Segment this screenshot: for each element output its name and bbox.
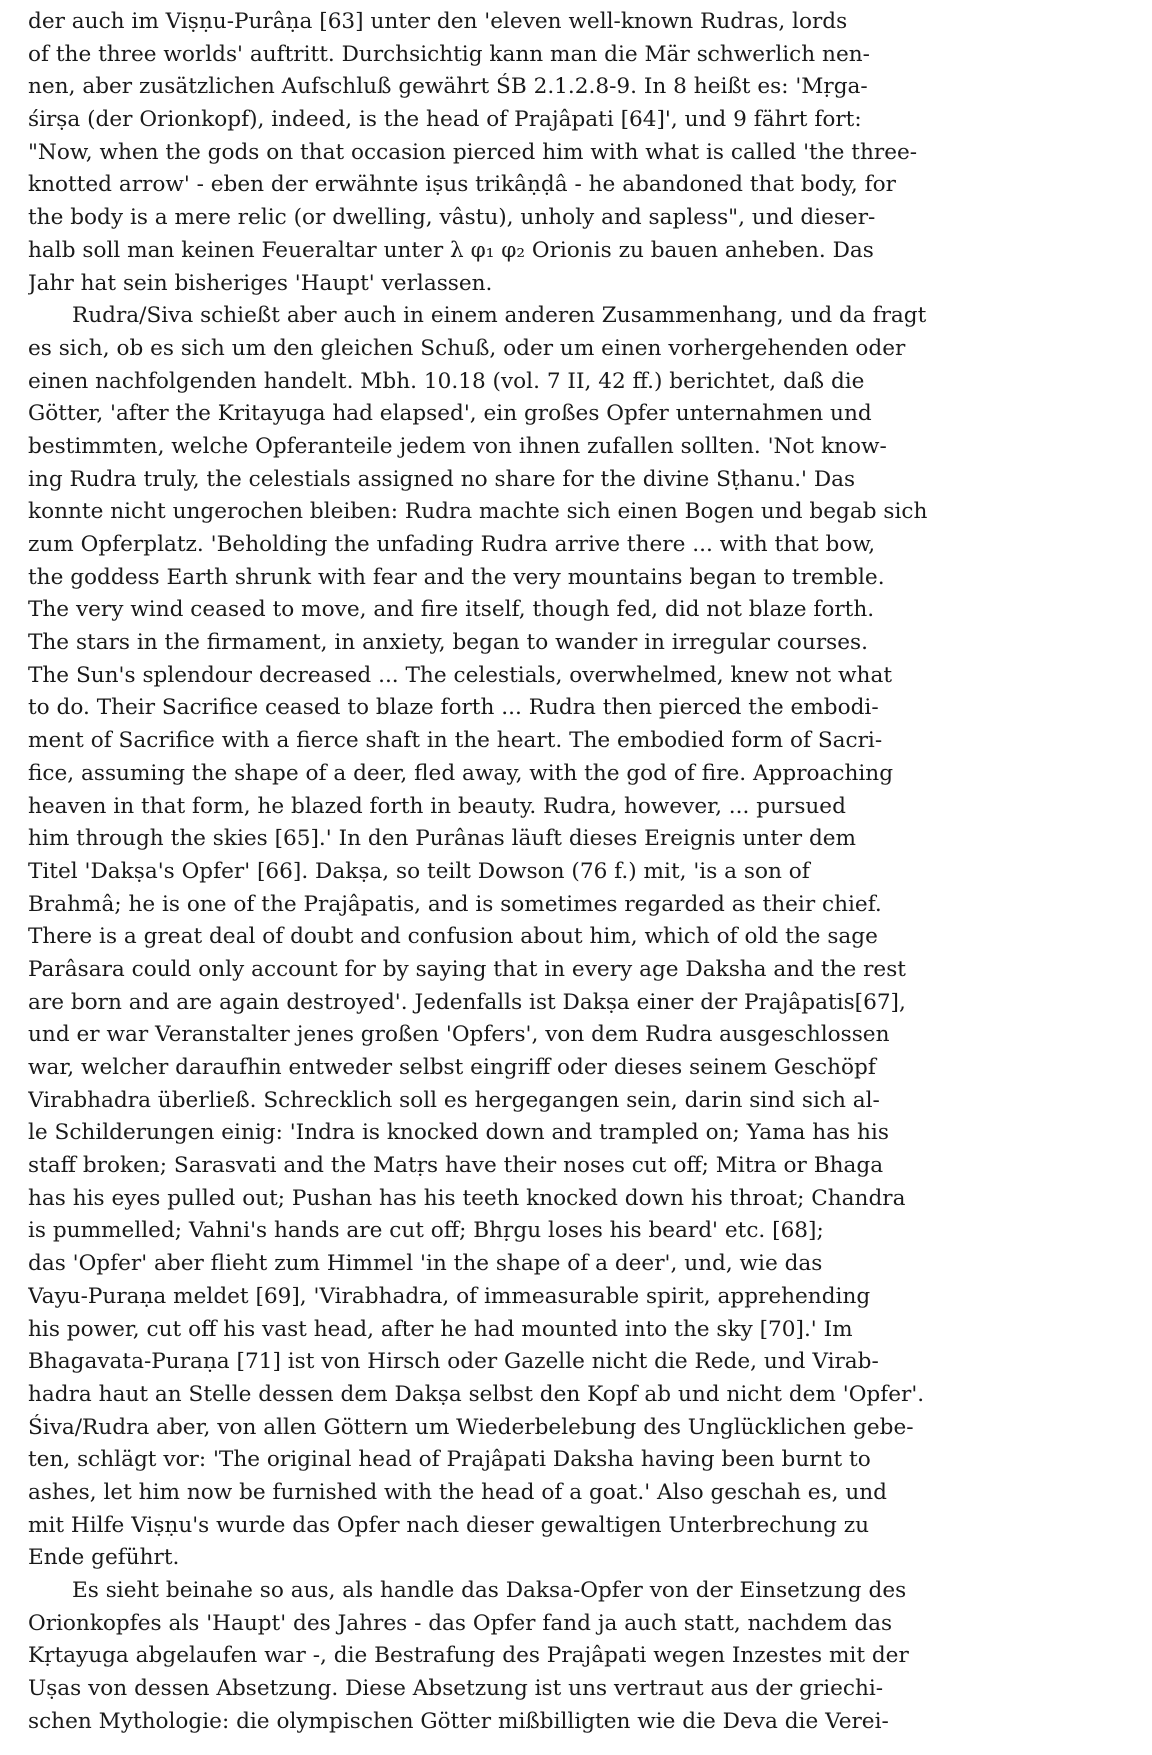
paragraph-3 [28, 1575, 1124, 1738]
text-line: to do. Their Sacrifice ceased to blaze forth ... Rudra then pierced the embodi- [28, 695, 879, 721]
text-line: The stars in the firmament, in anxiety, began to wander in irregular courses. [28, 630, 868, 656]
text-line: Jahr hat sein bisheriges 'Haupt' verlassen. [28, 270, 493, 296]
text-line: staff broken; Sarasvati and the Matṛs have their noses cut off; Mitra or Bhaga [28, 1153, 884, 1179]
text-line: Brahmâ; he is one of the Prajâpatis, and is sometimes regarded as their chief. [28, 891, 882, 917]
text-line: einen nachfolgenden handelt. Mbh. 10.18 (vol. 7 II, 42 ff.) berichtet, daß die [28, 368, 865, 394]
text-line: der auch im Viṣṇu-Purâṇa [63] unter den 'eleven well-known Rudras, lords [28, 9, 848, 34]
text-line: ment of Sacrifice with a fierce shaft in the heart. The embodied form of Sacri- [28, 728, 883, 754]
text-line: nen, aber zusätzlichen Aufschluß gewährt ŚB 2.1.2.8-9. In 8 heißt es: 'Mṛga- [28, 74, 868, 100]
text-line: Vayu-Puraṇa meldet [69], 'Virabhadra, of immeasurable spirit, apprehending [28, 1283, 871, 1309]
text-line: ashes, let him now be furnished with the head of a goat.' Also geschah es, und [28, 1479, 887, 1505]
text-line: konnte nicht ungerochen bleiben: Rudra machte sich einen Bogen und begab sich [28, 499, 928, 525]
text-line: Virabhadra überließ. Schrecklich soll es hergegangen sein, darin sind sich al- [28, 1087, 880, 1113]
text-line: Śiva/Rudra aber, von allen Göttern um Wiederbelebung des Unglücklichen gebe- [28, 1414, 914, 1440]
text-line: hadra haut an Stelle dessen dem Dakṣa selbst den Kopf ab und nicht dem 'Opfer'. [28, 1381, 925, 1407]
text-line: Es sieht beinahe so aus, als handle das Daksa-Opfer von der Einsetzung des [72, 1578, 907, 1603]
text-line: Parâsara could only account for by saying that in every age Daksha and the rest [28, 956, 906, 982]
text-line: schen Mythologie: die olympischen Götter mißbilligten wie die Deva die Verei- [28, 1708, 889, 1734]
text-line: fice, assuming the shape of a deer, fled away, with the god of fire. Approaching [28, 760, 894, 786]
text-line: of the three worlds' auftritt. Durchsichtig kann man die Mär schwerlich nen- [28, 41, 870, 67]
text-line: Titel 'Dakṣa's Opfer' [66]. Dakṣa, so teilt Dowson (76 f.) mit, 'is a son of [28, 858, 810, 884]
text-line: the body is a mere relic (or dwelling, vâstu), unholy and sapless", und dieser- [28, 205, 876, 231]
text-line: "Now, when the gods on that occasion pierced him with what is called 'the three- [28, 139, 918, 165]
text-line: Götter, 'after the Kritayuga had elapsed', ein großes Opfer unternahmen und [28, 401, 872, 427]
paragraph-1 [28, 6, 1124, 300]
text-line: the goddess Earth shrunk with fear and the very mountains began to tremble. [28, 564, 885, 590]
text-line: Bhagavata-Puraṇa [71] ist von Hirsch oder Gazelle nicht die Rede, und Virab- [28, 1349, 879, 1375]
text-line: heaven in that form, he blazed forth in beauty. Rudra, however, ... pursued [28, 793, 846, 819]
text-line: das 'Opfer' aber flieht zum Himmel 'in the shape of a deer', und, wie das [28, 1251, 823, 1277]
document-page [28, 6, 1124, 1738]
text-line: Kṛtayuga abgelaufen war -, die Bestrafung des Prajâpati wegen Inzestes mit der [28, 1643, 909, 1669]
text-line: es sich, ob es sich um den gleichen Schuß, oder um einen vorhergehenden oder [28, 335, 906, 361]
text-line: ing Rudra truly, the celestials assigned no share for the divine Sṭhanu.' Das [28, 466, 856, 492]
text-line: Uṣas von dessen Absetzung. Diese Absetzung ist uns vertraut aus der griechi- [28, 1676, 884, 1702]
text-line: bestimmten, welche Opferanteile jedem von ihnen zufallen sollten. 'Not know- [28, 433, 887, 459]
text-line: has his eyes pulled out; Pushan has his teeth knocked down his throat; Chandra [28, 1185, 906, 1211]
text-line: śirṣa (der Orionkopf), indeed, is the head of Prajâpati [64]', und 9 fährt fort: [28, 107, 862, 133]
text-line: mit Hilfe Viṣṇu's wurde das Opfer nach dieser gewaltigen Unterbrechung zu [28, 1512, 870, 1538]
text-line: The very wind ceased to move, and fire itself, though fed, did not blaze forth. [28, 597, 875, 623]
text-line: zum Opferplatz. 'Beholding the unfading Rudra arrive there ... with that bow, [28, 532, 876, 557]
text-line: is pummelled; Vahni's hands are cut off; Bhṛgu loses his beard' etc. [68]; [28, 1218, 824, 1244]
text-line: ten, schlägt vor: 'The original head of Prajâpati Daksha having been burnt to [28, 1447, 871, 1473]
text-line: his power, cut off his vast head, after he had mounted into the sky [70].' Im [28, 1316, 853, 1342]
text-line: Rudra/Siva schießt aber auch in einem anderen Zusammenhang, und da fragt [72, 303, 927, 329]
text-line: Ende geführt. [28, 1545, 180, 1571]
text-line: halb soll man keinen Feueraltar unter λ φ₁ φ₂ Orionis zu bauen anheben. Das [28, 237, 874, 263]
text-line: le Schilderungen einig: 'Indra is knocked down and trampled on; Yama has his [28, 1120, 889, 1146]
text-line: There is a great deal of doubt and confusion about him, which of old the sage [28, 924, 878, 950]
text-line: him through the skies [65].' In den Purânas läuft dieses Ereignis unter dem [28, 826, 857, 852]
text-line: und er war Veranstalter jenes großen 'Opfers', von dem Rudra ausgeschlossen [28, 1022, 890, 1048]
text-line: are born and are again destroyed'. Jedenfalls ist Dakṣa einer der Prajâpatis[67], [28, 989, 906, 1015]
text-line: Orionkopfes als 'Haupt' des Jahres - das Opfer fand ja auch statt, nachdem das [28, 1610, 893, 1636]
text-line: The Sun's splendour decreased ... The celestials, overwhelmed, knew not what [28, 662, 892, 688]
text-line: knotted arrow' - eben der erwähnte iṣus trikâṇḍâ - he abandoned that body, for [28, 172, 896, 198]
paragraph-2 [28, 300, 1124, 1575]
text-line: war, welcher daraufhin entweder selbst eingriff oder dieses seinem Geschöpf [28, 1055, 876, 1080]
